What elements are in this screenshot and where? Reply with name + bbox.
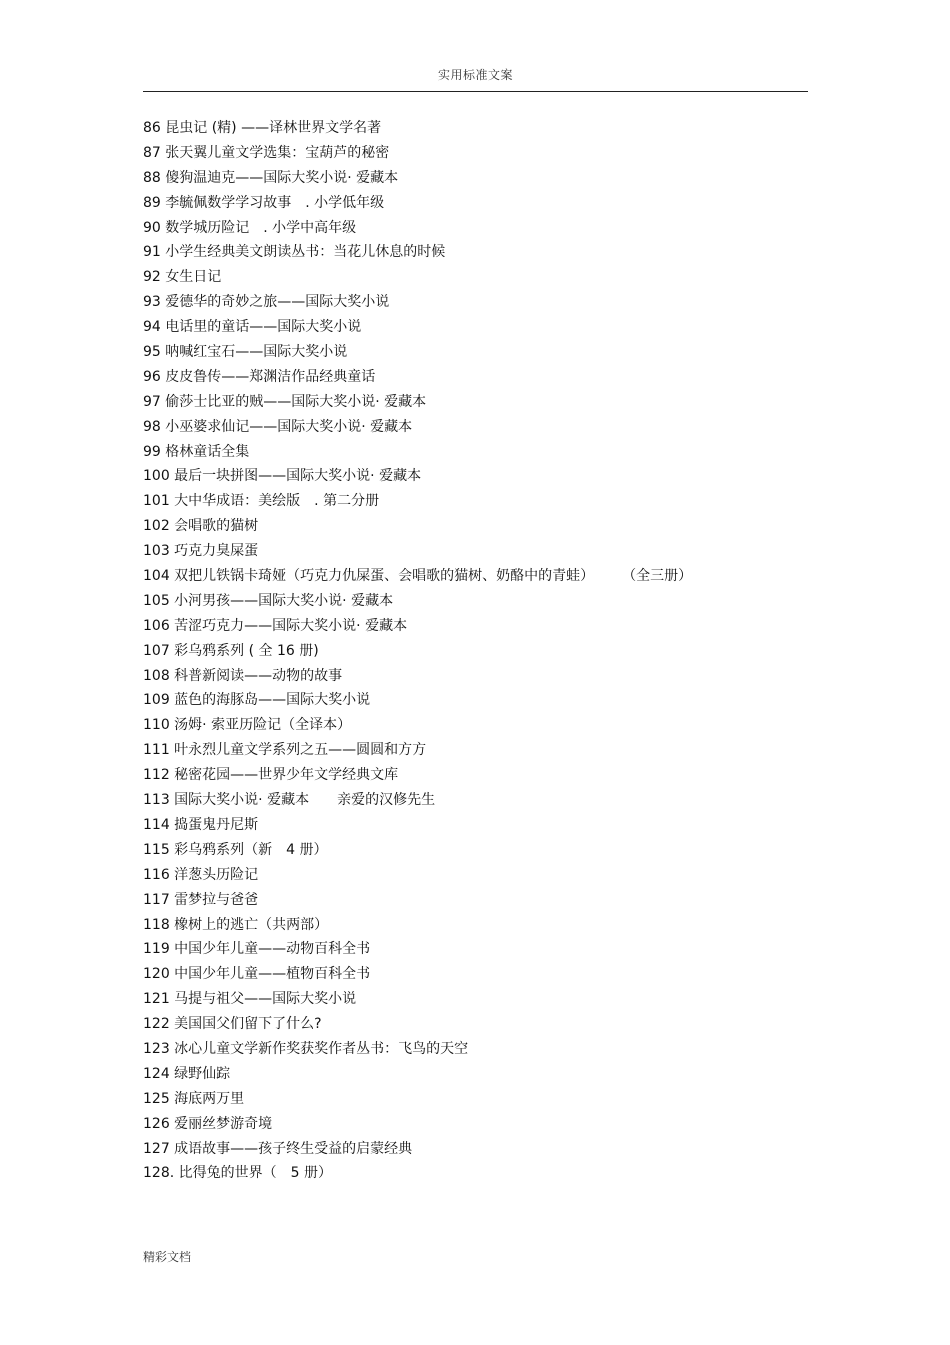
list-item: 89 李毓佩数学学习故事 . 小学低年级 bbox=[143, 194, 385, 211]
list-item: 128. 比得兔的世界（ 5 册） bbox=[143, 1165, 332, 1182]
list-item: 115 彩乌鸦系列（新 4 册） bbox=[143, 841, 328, 858]
list-item: 105 小河男孩——国际大奖小说· 爱藏本 bbox=[143, 592, 394, 609]
list-item: 116 洋葱头历险记 bbox=[143, 866, 259, 883]
list-item: 103 巧克力臭屎蛋 bbox=[143, 543, 259, 560]
list-item: 109 蓝色的海豚岛——国际大奖小说 bbox=[143, 692, 371, 709]
list-item: 106 苦涩巧克力——国际大奖小说· 爱藏本 bbox=[143, 617, 408, 634]
list-item: 117 雷梦拉与爸爸 bbox=[143, 891, 259, 908]
list-item: 94 电话里的童话——国际大奖小说 bbox=[143, 319, 362, 336]
list-item: 118 橡树上的逃亡（共两部） bbox=[143, 916, 329, 933]
list-item: 97 偷莎士比亚的贼——国际大奖小说· 爱藏本 bbox=[143, 393, 427, 410]
list-item: 88 傻狗温迪克——国际大奖小说· 爱藏本 bbox=[143, 169, 399, 186]
list-item: 126 爱丽丝梦游奇境 bbox=[143, 1115, 273, 1132]
list-item: 90 数学城历险记 . 小学中高年级 bbox=[143, 219, 357, 236]
list-item: 102 会唱歌的猫树 bbox=[143, 518, 259, 535]
list-item: 111 叶永烈儿童文学系列之五——圆圆和方方 bbox=[143, 742, 427, 759]
list-item: 100 最后一块拼图——国际大奖小说· 爱藏本 bbox=[143, 468, 422, 485]
list-item: 96 皮皮鲁传——郑渊洁作品经典童话 bbox=[143, 368, 376, 385]
list-item: 108 科普新阅读——动物的故事 bbox=[143, 667, 343, 684]
list-item: 112 秘密花园——世界少年文学经典文库 bbox=[143, 767, 399, 784]
list-item: 110 汤姆· 索亚历险记（全译本） bbox=[143, 717, 352, 734]
list-item: 101 大中华成语：美绘版 . 第二分册 bbox=[143, 493, 380, 510]
list-item: 120 中国少年儿童——植物百科全书 bbox=[143, 966, 371, 983]
header-divider bbox=[143, 91, 808, 92]
list-item: 113 国际大奖小说· 爱藏本 亲爱的汉修先生 bbox=[143, 792, 436, 809]
list-item: 86 昆虫记 (精) ——译林世界文学名著 bbox=[143, 120, 382, 136]
list-item: 122 美国国父们留下了什么? bbox=[143, 1016, 322, 1033]
list-item: 104 双把儿铁锅卡琦娅（巧克力仇屎蛋、会唱歌的猫树、奶酪中的青蛙） （全三册） bbox=[143, 568, 693, 585]
book-list bbox=[143, 116, 692, 1186]
list-item: 93 爱德华的奇妙之旅——国际大奖小说 bbox=[143, 294, 390, 311]
list-item: 127 成语故事——孩子终生受益的启蒙经典 bbox=[143, 1140, 413, 1157]
list-item: 114 捣蛋鬼丹尼斯 bbox=[143, 816, 259, 833]
list-item: 91 小学生经典美文朗读丛书：当花儿休息的时候 bbox=[143, 244, 446, 261]
list-item: 107 彩乌鸦系列 ( 全 16 册) bbox=[143, 642, 319, 659]
list-item: 87 张天翼儿童文学选集：宝葫芦的秘密 bbox=[143, 144, 390, 161]
list-item: 92 女生日记 bbox=[143, 269, 222, 286]
list-item: 125 海底两万里 bbox=[143, 1090, 245, 1107]
list-item: 95 呐喊红宝石——国际大奖小说 bbox=[143, 344, 348, 361]
list-item: 123 冰心儿童文学新作奖获奖作者丛书：飞鸟的天空 bbox=[143, 1040, 469, 1057]
list-item: 99 格林童话全集 bbox=[143, 443, 250, 460]
list-item: 121 马提与祖父——国际大奖小说 bbox=[143, 991, 357, 1008]
page-header: 实用标准文案 bbox=[437, 68, 513, 82]
list-item: 98 小巫婆求仙记——国际大奖小说· 爱藏本 bbox=[143, 418, 413, 435]
page-footer: 精彩文档 bbox=[143, 1250, 192, 1264]
list-item: 124 绿野仙踪 bbox=[143, 1065, 231, 1082]
list-item: 119 中国少年儿童——动物百科全书 bbox=[143, 941, 371, 958]
